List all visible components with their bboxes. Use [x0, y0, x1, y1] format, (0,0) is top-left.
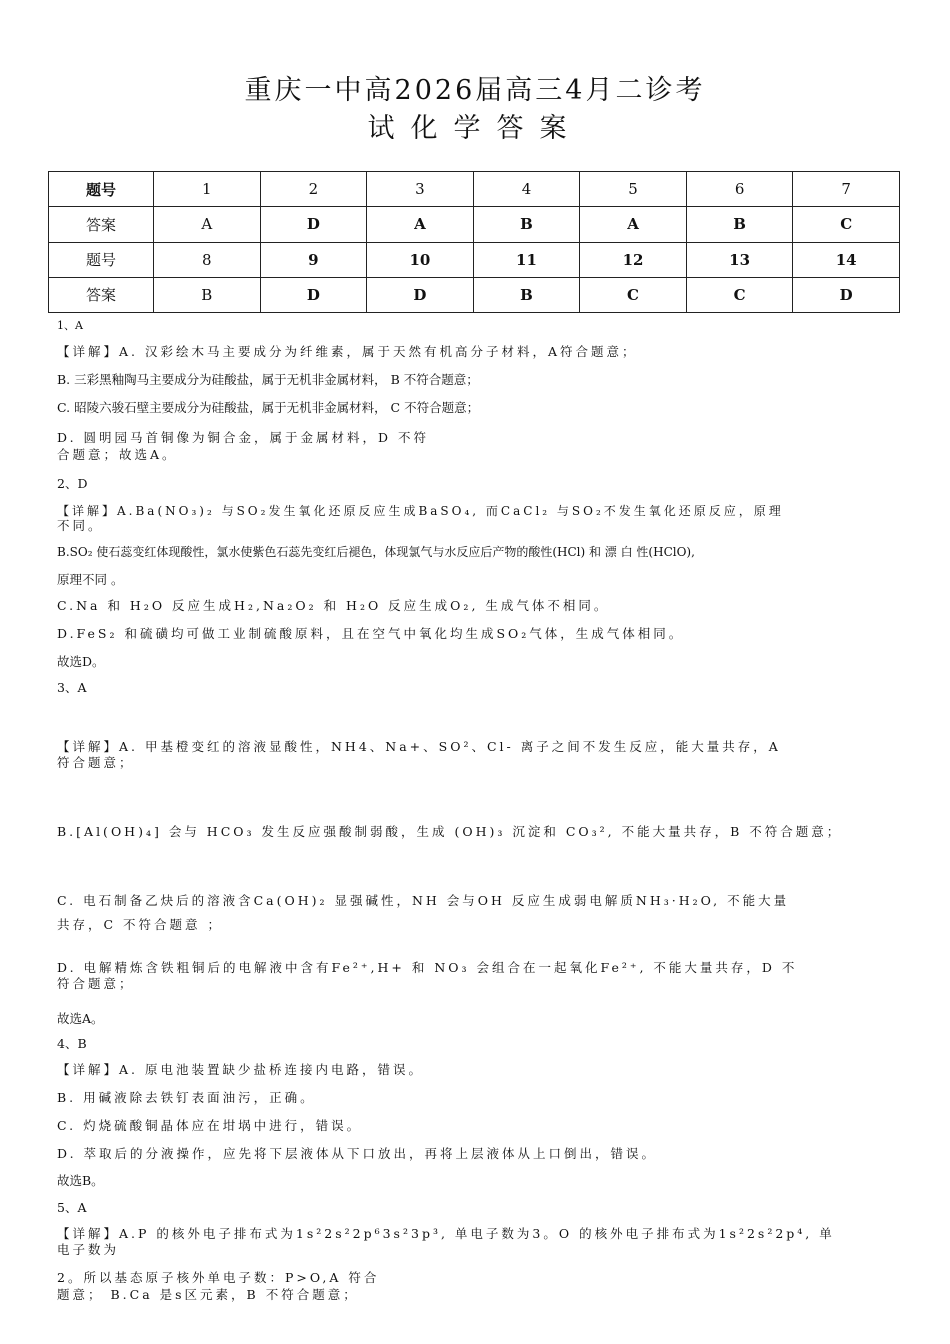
text-line: B.SO₂ 使石蕊变红体现酸性，氯水使紫色石蕊先变红后褪色，体现氯气与水反应后产物的酸性(HCl) 和 漂 白 性(HClO),: [57, 545, 695, 559]
table-cell: 6: [686, 172, 793, 207]
table-row: [49, 172, 900, 207]
text-line: 电子数为: [57, 1242, 120, 1257]
text-line: 合题意；故选A。: [57, 447, 178, 462]
text-line: C. 灼烧硫酸铜晶体应在坩埚中进行，错误。: [57, 1118, 363, 1133]
text-line: D. 圆明园马首铜像为铜合金，属于金属材料，D 不符: [57, 430, 430, 445]
text-line: C. 昭陵六骏石壁主要成分为硅酸盐，属于无机非金属材料， C 不符合题意；: [57, 400, 480, 415]
title-line-1: 重庆一中高2026届高三4月二诊考: [244, 75, 706, 106]
text-line: 2、D: [57, 476, 88, 491]
text-line: D. 电解精炼含铁粗铜后的电解液中含有Fe²⁺,H+ 和 NO₃ 会组合在一起氧化Fe²⁺, 不能大量共存，D 不: [57, 960, 798, 975]
table-cell: C: [580, 277, 687, 312]
table-cell: B: [154, 277, 261, 312]
table-cell: 3: [367, 172, 474, 207]
table-cell: 8: [154, 242, 261, 277]
text-line: 【详解】A. 甲基橙变红的溶液显酸性，NH4、Na+、SO²、Cl- 离子之间不发生反应，能大量共存，A: [57, 739, 781, 754]
text-line: 原理不同 。: [57, 572, 124, 587]
text-line: 故选B。: [57, 1173, 104, 1188]
table-cell: 9: [260, 242, 367, 277]
text-line: 【详解】A. 汉彩绘木马主要成分为纤维素，属于天然有机高分子材料，A符合题意；: [57, 344, 638, 359]
table-cell: 答案: [49, 277, 154, 312]
table-cell: 10: [367, 242, 474, 277]
table-cell: 14: [793, 242, 900, 277]
table-cell: 4: [473, 172, 580, 207]
table-cell: B: [473, 207, 580, 242]
text-line: 故选D。: [57, 654, 105, 669]
table-cell: A: [367, 207, 474, 242]
table-cell: 7: [793, 172, 900, 207]
table-cell: 5: [580, 172, 687, 207]
title-line-2: 试化学答案: [367, 113, 583, 144]
text-line: 不同。: [57, 518, 104, 533]
table-cell: 1: [154, 172, 261, 207]
text-line: 3、A: [57, 680, 87, 695]
text-line: 1、A: [57, 319, 83, 332]
table-cell: B: [473, 277, 580, 312]
table-cell: A: [580, 207, 687, 242]
table-cell: 12: [580, 242, 687, 277]
table-cell: C: [793, 207, 900, 242]
table-row: [49, 277, 900, 312]
table-cell: 题号: [49, 172, 154, 207]
text-line: 【详解】A.P 的核外电子排布式为1s²2s²2p⁶3s²3p³, 单电子数为3。O 的核外电子排布式为1s²2s²2p⁴, 单: [57, 1226, 835, 1241]
table-cell: B: [686, 207, 793, 242]
text-line: B. 三彩黑釉陶马主要成分为硅酸盐，属于无机非金属材料， B 不符合题意；: [57, 372, 479, 387]
table-cell: 答案: [49, 207, 154, 242]
text-line: B.[Al(OH)₄] 会与 HCO₃ 发生反应强酸制弱酸，生成 (OH)₃ 沉淀和 CO₃², 不能大量共存，B 不符合题意；: [57, 824, 843, 839]
table-row: [49, 242, 900, 277]
table-cell: A: [154, 207, 261, 242]
answer-table: [48, 171, 900, 313]
text-line: 符合题意；: [57, 755, 135, 770]
text-line: 5、A: [57, 1200, 87, 1215]
text-line: 符合题意；: [57, 976, 135, 991]
text-line: 【详解】A.Ba(NO₃)₂ 与SO₂发生氧化还原反应生成BaSO₄, 而CaCl₂ 与SO₂不发生氧化还原反应，原理: [57, 504, 784, 518]
text-line: 故选A。: [57, 1011, 104, 1026]
text-line: B. 用碱液除去铁钉表面油污，正确。: [57, 1090, 316, 1105]
table-cell: D: [260, 207, 367, 242]
table-cell: C: [686, 277, 793, 312]
table-cell: D: [260, 277, 367, 312]
text-line: C.Na 和 H₂O 反应生成H₂,Na₂O₂ 和 H₂O 反应生成O₂, 生成气体不相同。: [57, 598, 610, 613]
text-line: D.FeS₂ 和硫磺均可做工业制硫酸原料，且在空气中氧化均生成SO₂气体，生成气体相同。: [57, 626, 685, 641]
text-line: 4、B: [57, 1036, 87, 1051]
text-line: 共存，C 不符合题意 ；: [57, 917, 224, 932]
text-line: 【详解】A. 原电池装置缺少盐桥连接内电路，错误。: [57, 1062, 424, 1077]
table-cell: 2: [260, 172, 367, 207]
text-line: D. 萃取后的分液操作，应先将下层液体从下口放出，再将上层液体从上口倒出，错误。: [57, 1146, 658, 1161]
table-cell: 题号: [49, 242, 154, 277]
table-cell: D: [367, 277, 474, 312]
text-line: C. 电石制备乙炔后的溶液含Ca(OH)₂ 显强碱性，NH 会与OH 反应生成弱电解质NH₃·H₂O, 不能大量: [57, 893, 790, 908]
table-cell: 11: [473, 242, 580, 277]
text-line: 题意； B.Ca 是s区元素，B 不符合题意；: [57, 1287, 359, 1302]
text-line: 2。所以基态原子核外单电子数：P>O,A 符合: [57, 1270, 380, 1285]
table-cell: 13: [686, 242, 793, 277]
table-cell: D: [793, 277, 900, 312]
table-row: [49, 207, 900, 242]
